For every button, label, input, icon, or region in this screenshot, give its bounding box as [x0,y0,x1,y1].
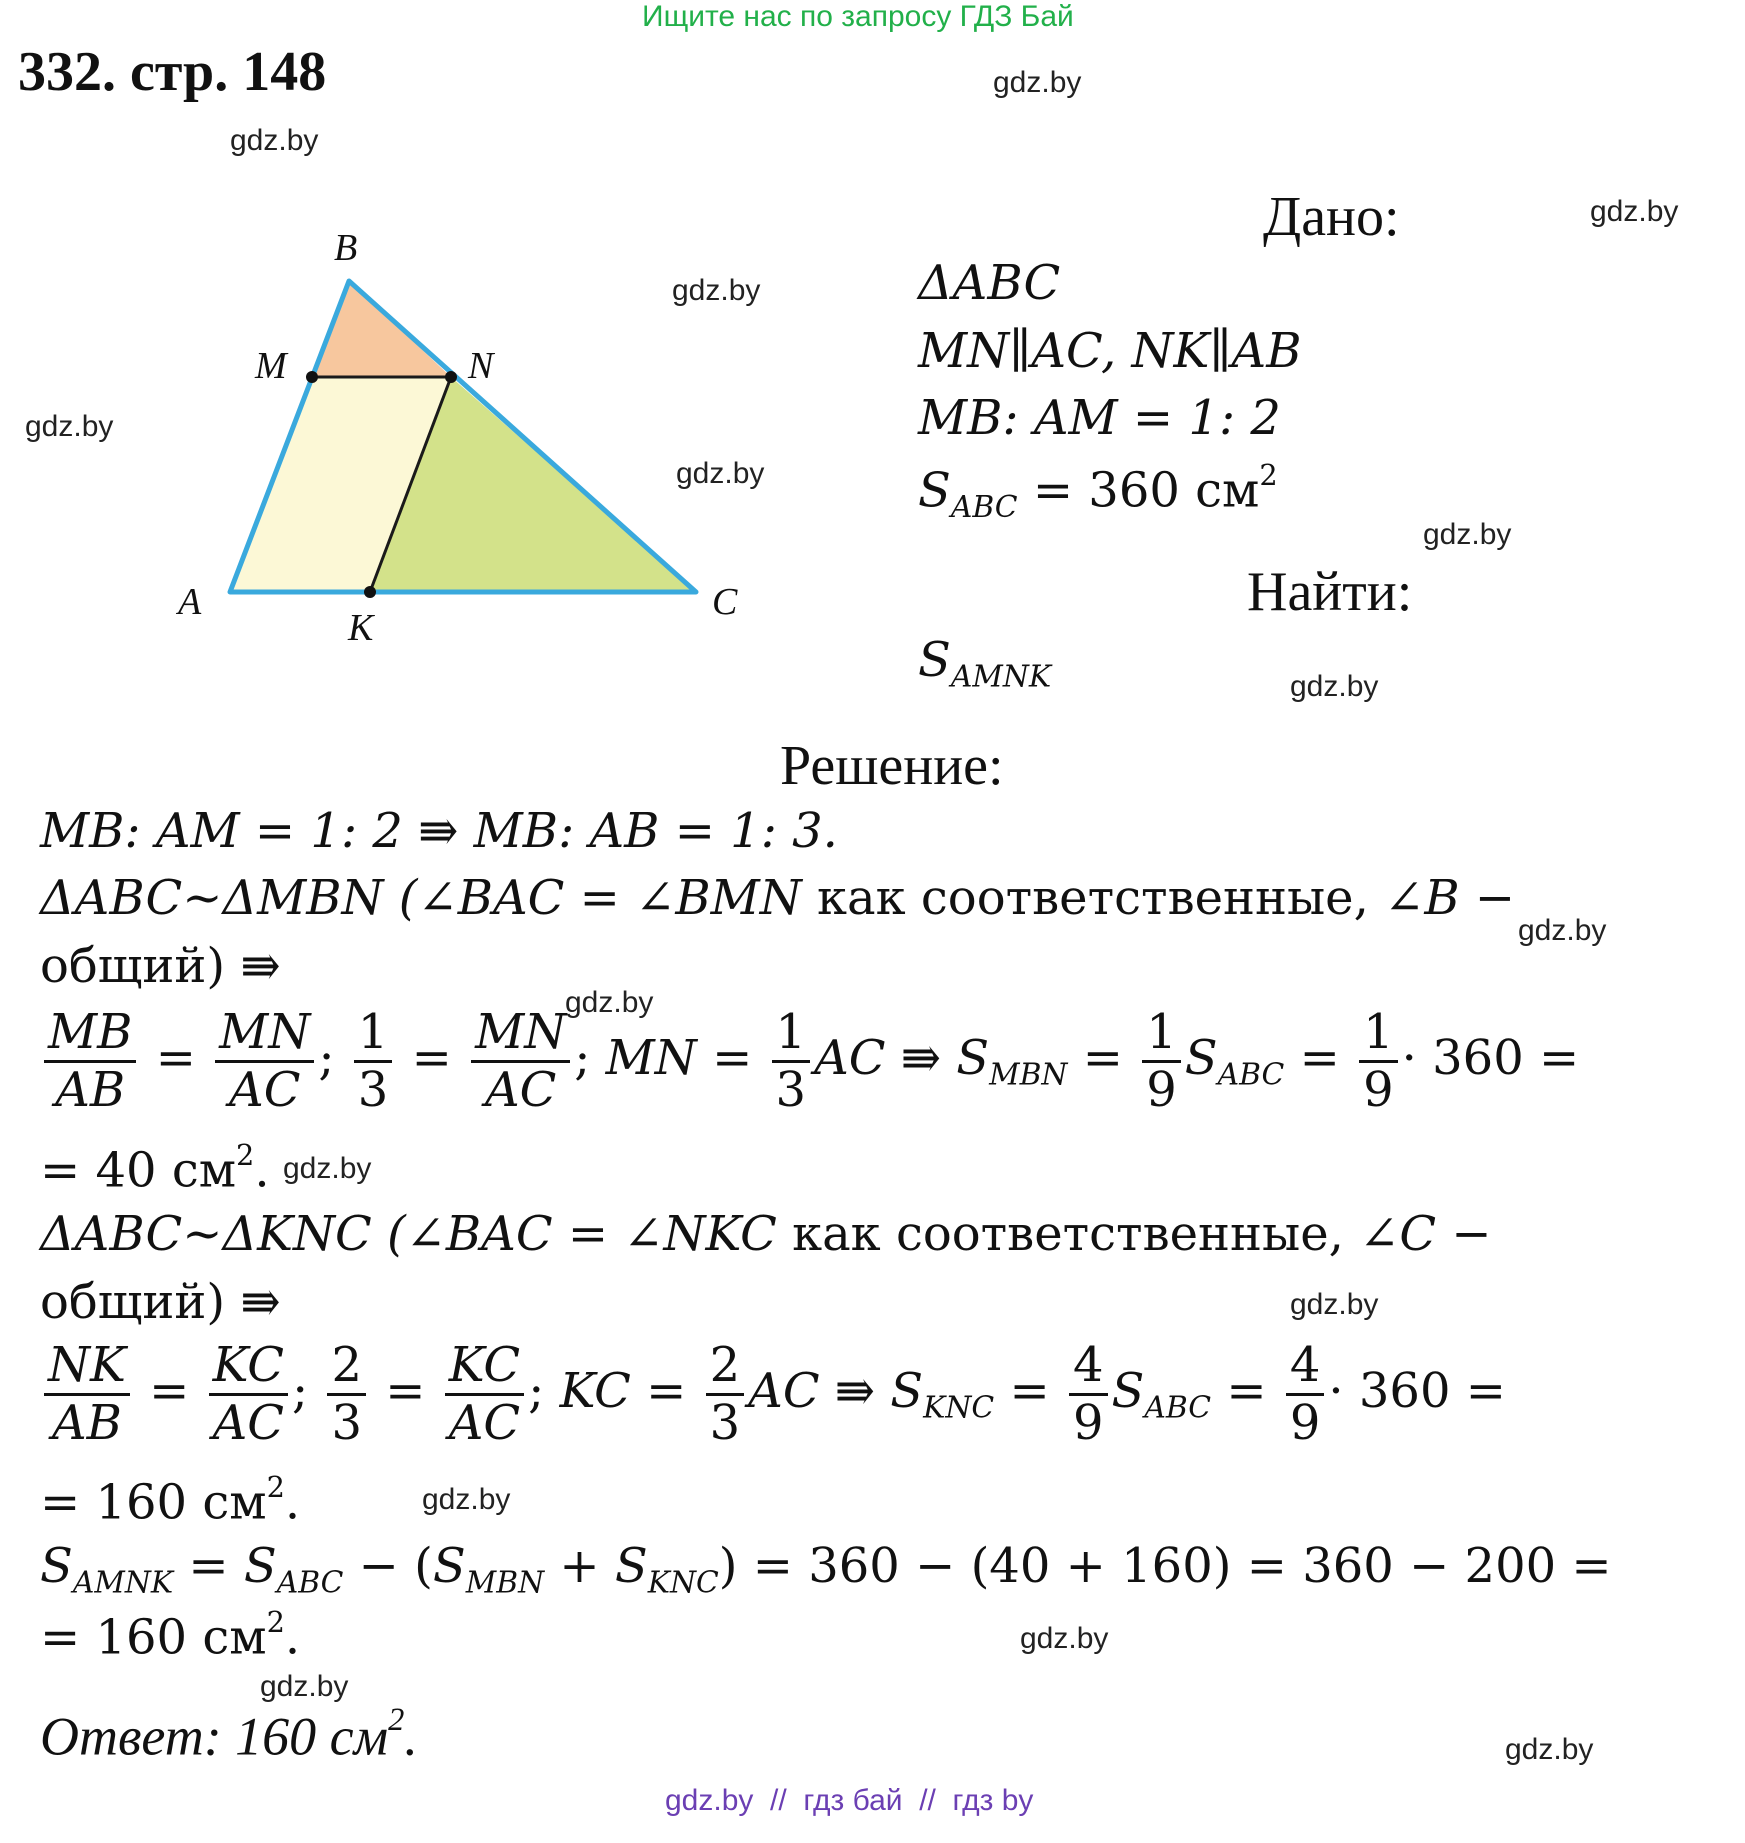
watermark: gdz.by [565,986,654,1019]
watermark: gdz.by [1290,1288,1379,1321]
triangle-figure [150,220,770,670]
solution-line-4: $\frac{MB}{AB}$ = $\frac{MN}{AC}$ ; $\frac{1}{3}$ = $\frac{MN}{AC}$ ; MN = $\frac{1}{3}$ AC ⇛ $S_{MBN}$ = $\frac{1}{9}$ $S_{ABC}$ = $\frac{1}{9}$ · 360 = [40,1005,1579,1118]
watermark: gdz.by [1290,670,1379,703]
watermark: gdz.by [672,274,761,307]
answer: Ответ: 160 $см^2$. [40,1702,418,1767]
watermark: gdz.by [1590,195,1679,228]
label-n: N [468,345,494,387]
solution-line-5: = 40 $см^2$. [40,1138,270,1199]
point-n [445,371,457,383]
top-banner: Ищите нас по запросу ГДЗ Бай [642,0,1074,33]
solution-line-9: = 160 $см^2$. [40,1470,301,1531]
watermark: gdz.by [260,1670,349,1703]
label-c: C [712,581,738,623]
watermark: gdz.by [1423,518,1512,551]
watermark: gdz.by [993,66,1082,99]
watermark: gdz.by [422,1483,511,1516]
label-b: B [334,227,358,269]
solution-line-6: ΔABC~ΔKNC (∠BAC = ∠NKC как соответственные, ∠C − [40,1206,1492,1262]
solution-line-11: = 160 $см^2$. [40,1605,301,1666]
solution-line-7: общий) ⇛ [40,1274,281,1330]
watermark: gdz.by [283,1152,372,1185]
watermark: gdz.by [1518,914,1607,947]
solution-heading: Решение: [780,735,1004,797]
problem-title: 332. стр. 148 [18,41,327,103]
given-line-3: MB: AM = 1: 2 [918,390,1281,446]
solution-line-10: $S_{AMNK} = S_{ABC} - (S_{MBN} + S_{KNC}) = 360 - (40 + 160) = 360 - 200$ = [40,1538,1612,1601]
find-heading: Найти: [1247,561,1413,623]
watermark: gdz.by [230,124,319,157]
solution-line-2: ΔABC~ΔMBN (∠BAC = ∠BMN как соответственные, ∠B − [40,870,1516,926]
given-line-2: MN∥AC, NK∥AB [918,323,1302,379]
find-value: $S_{AMNK}$ [918,632,1052,695]
point-k [364,586,376,598]
solution-line-8: $\frac{NK}{AB}$ = $\frac{KC}{AC}$ ; $\frac{2}{3}$ = $\frac{KC}{AC}$ ; KC = $\frac{2}{3}$ AC ⇛ $S_{KNC}$ = $\frac{4}{9}$ $S_{ABC}$ = $\frac{4}{9}$ · 360 = [40,1338,1506,1451]
label-k: K [348,607,374,649]
label-m: M [255,345,287,387]
watermark: gdz.by [1505,1733,1594,1766]
given-line-4: $S_{ABC} = 360$ $см^2$ [918,458,1278,525]
watermark: gdz.by [1020,1622,1109,1655]
watermark: gdz.by [676,457,765,490]
solution-line-1: MB: AM = 1: 2 ⇛ MB: AB = 1: 3. [40,803,838,859]
footer-links[interactable]: gdz.by // гдз бай // гдз by [665,1784,1034,1817]
given-line-1: ΔABC [918,255,1061,311]
solution-line-3: общий) ⇛ [40,938,281,994]
watermark: gdz.by [25,410,114,443]
point-m [306,371,318,383]
label-a: A [178,581,202,623]
given-heading: Дано: [1263,186,1400,248]
